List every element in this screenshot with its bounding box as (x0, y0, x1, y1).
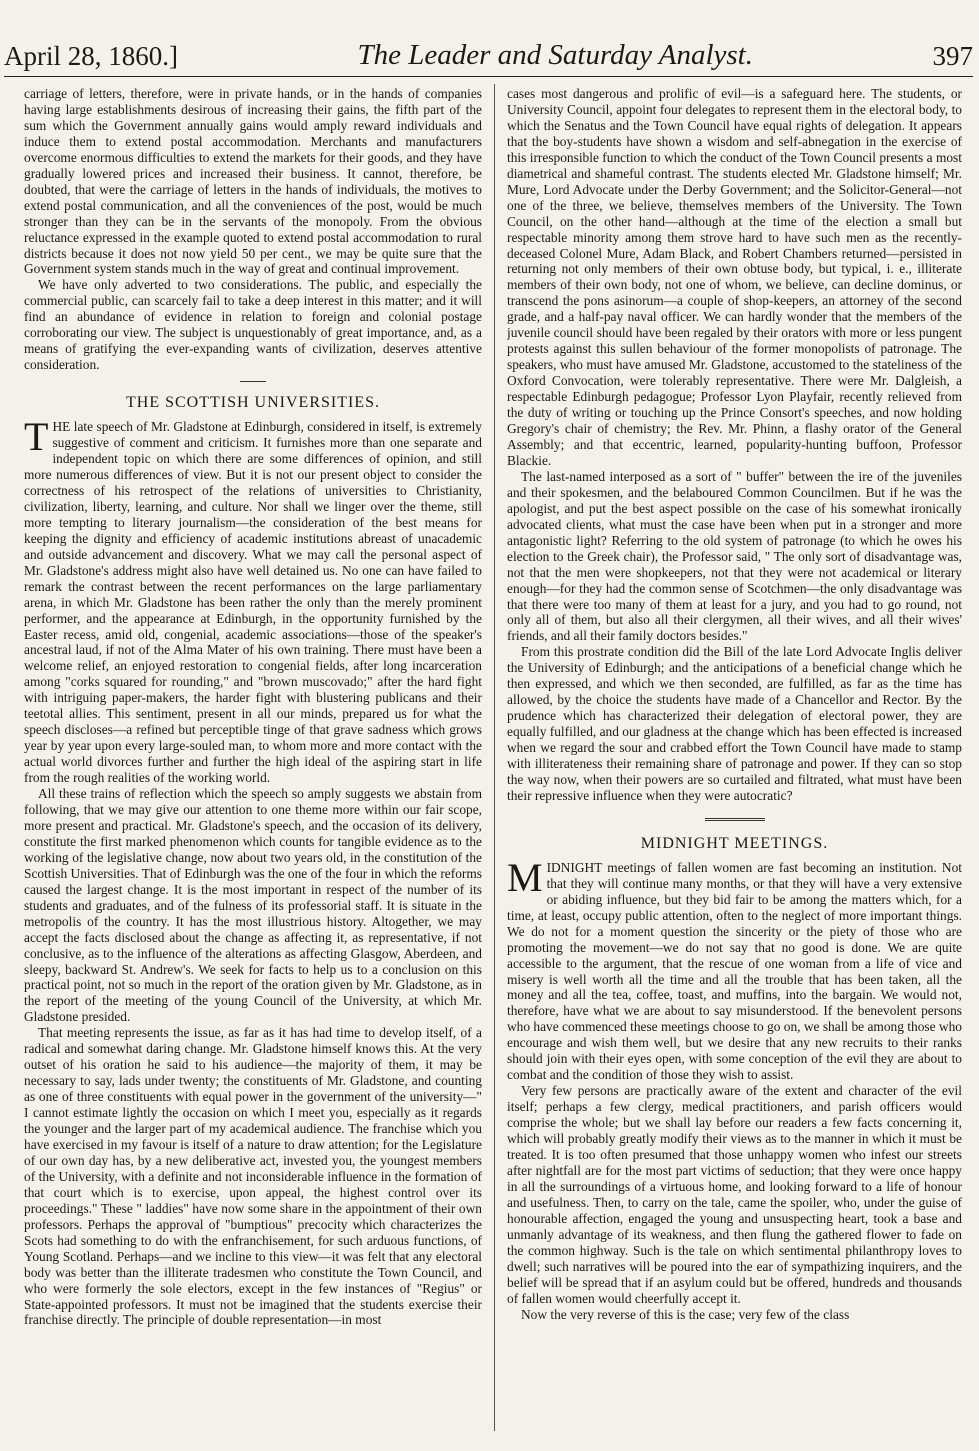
drop-cap: M (507, 854, 543, 900)
section-divider (705, 818, 765, 823)
section-divider (240, 381, 266, 382)
left-column (24, 86, 482, 1437)
drop-cap: T (24, 414, 49, 460)
page-header (4, 36, 973, 72)
article-paragraph: carriage of letters, therefore, were in private hands, or in the hands of companies having large establishments desirous of increasing their gains, the fifth part of the sum which the Government annually gains would amply reward individuals and induce them to extend postal accommodation. Merchants and manufacturers overcome enormous difficulties to extend the markets for their goods, and they have gradually lowered prices and increased their business. It cannot, therefore, be doubted, that were the carriage of letters in the hands of individuals, the motives to extend postal communication, and all the conveniences of the post, would be much stronger than they can be in the servants of the monopoly. From the obvious reluctance expressed in the example quoted to extend postal accommodation to rural districts because it does not now yield 50 per cent., we may be quite sure that the Government system stands much in the way of great and continual improvement. (24, 86, 482, 277)
header-rule (4, 76, 973, 77)
publication-title: The Leader and Saturday Analyst. (357, 39, 753, 71)
article-paragraph: That meeting represents the issue, as far as it has had time to develop itself, of a radical and somewhat daring change. Mr. Gladstone himself knows this. At the very outset of his oration he said to his audience—the majority of them, it may be necessary to say, lads under twenty; the constituents of Mr. Gladstone, and counting as one of three constituents with equal power in the government of the university—" I cannot estimate lightly the occasion on which I meet you, especially as it regards the younger and the larger part of my academical audience. The franchise which you have exercised in my favour is itself of a nature to draw attention; for the Legislature of our own day has, by a new deliberative act, invested you, the youngest members of the University, with a definite and not inconsiderable influence in the formation of that court which is to exercise, upon appeal, the highest control over its proceedings." These " laddies" have now some share in the appointment of their own professors. Perhaps the approval of "bumptious" precocity which characterizes the Scots had something to do with the enfranchisement, for such arduous functions, of Young Scotland. Perhaps—and we incline to this view—it was felt that any electoral body was better than the illiterate tradesmen who constitute the Town Council, and who were formerly the sole electors, except in the few instances of "Regius" or State-appointed professors. It must not be imagined that the students exercise their franchise directly. The principle of double representation—in most (24, 1025, 482, 1328)
page-number: 397 (932, 41, 973, 71)
article-paragraph: From this prostrate condition did the Bill of the late Lord Advocate Inglis deliver the University of Edinburgh; and the anticipations of a beneficial change which he then expressed, and which we then seconded, are fulfilled, as far as the time has allowed, by the choice the students have made of a Chancellor and Rector. By the prudence which has characterized their delegation of electoral power, they are equally fulfilled, and our gladness at the change which has been effected is increased when we regard the sour and crabbed effort the Town Council have made to stamp with illiterateness their remaining share of patronage and power. If they can so stop the way now, when their powers are so curtailed and filtrated, what must have been their repressive influence when they were autocratic? (507, 644, 962, 803)
section-heading: MIDNIGHT MEETINGS. (640, 834, 829, 852)
article-paragraph (24, 414, 482, 786)
article-paragraph: Very few persons are practically aware of the extent and character of the evil itself; perhaps a few clergy, medical practitioners, and parish officers would comprise the whole; but we shall lay before our readers a few facts concerning it, which will probably greatly modify their views as to the manner in which it must be treated. It is too often presumed that those unhappy women who infest our streets after nightfall are for the most part victims of seduction; that they were once happy in all the surroundings of a virtuous home, and looking forward to a life of honour and usefulness. Then, to carry on the tale, came the spoiler, who, under the guise of honourable affection, engaged the young and unsuspecting heart, took a base and unmanly advantage of its weakness, and then flung the gathered flower to fade on the common highway. Such is the tale on which sentimental philanthropy loves to dwell; such narratives will be poured into the ear of sympathizing inquirers, and the belief will be spread that if an asylum could but be offered, hundreds and thousands of fallen women would cheerfully accept it. (507, 1083, 962, 1306)
article-paragraph: We have only adverted to two considerations. The public, and especially the commercial public, can scarcely fail to take a deep interest in this matter; and it will find an abundance of evidence in relation to foreign and colonial postage corroborating our view. The subject is unquestionably of great importance, and, as a means of gratifying the ever-expanding wants of civilization, deserves attentive consideration. (24, 277, 482, 373)
column-divider (494, 84, 495, 1431)
paragraph-text: IDNIGHT meetings of fallen women are fast becoming an institution. Not that they will continue many months, or that they will have a very extensive or abiding influence, but they bid fair to be among the matters which, for a time, at least, occupy public attention, often to the neglect of more important things. We do not for a moment question the sincerity or the piety of those who are promoting the movement—we do not say that no good is done. We are quite accessible to the argument, that the rescue of one woman from a life of vice and misery is well worth all the time and all the trouble that has been taken, all the money and all the tea, coffee, toast, and muffins, into the bargain. We would not, therefore, have what we are about to say misunderstood. If the benevolent persons who have commenced these meetings choose to go on, we shall be among those who encourage and wish them well, but we desire that any new recruits to their ranks should join with their eyes open, with some conception of the evil they are about to combat and the condition of those they wish to assist. (507, 859, 962, 1083)
issue-date: April 28, 1860.] (4, 41, 178, 71)
article-paragraph: Now the very reverse of this is the case; very few of the class (521, 1306, 850, 1322)
paragraph-text: HE late speech of Mr. Gladstone at Edinburgh, considered in itself, is extremely suggestive of comment and criticism. It furnishes more than one separate and independent topic on which there are some differences of opinion, and still more numerous differences of view. But it is not our present object to consider the correctness of his retrospect of the relations of universities to Christianity, civilization, liberty, learning, and culture. Nor shall we linger over the theme, still more tempting to literary journalism—the consideration of the best means for keeping the dignity and efficiency of academic institutions abreast of unacademic and outside advancement and discovery. What we may call the personal aspect of Mr. Gladstone's address might also have well detained us. No one can have failed to remark the contrast between the recent performances on the large parliamentary arena, in which Mr. Gladstone has been rather the only than the merely prominent performer, and the appearance at Edinburgh, in the opportunity furnished by the Easter recess, amid old, congenial, academic associations—those of the speaker's ancestral laud, if not of the Alma Mater of his own training. There must have been a welcome relief, an enjoyed restoration to congenial fields, after long incarceration among "corks squared for rounding," and "brown muscovado;" after the hard fight with intriguing paper-makers, the harder fight with blustering publicans and their teetotal allies. This sentiment, present in all our minds, prepared us for what the speech discloses—a refined but perceptible tinge of that grave sadness which grows year by year upon every large-souled man, to whom more and more contact with the actual world divorces further and further the high ideal of the aspiring start in life from the rough realities of the working world. (24, 419, 482, 786)
article-paragraph: The last-named interposed as a sort of " buffer" between the ire of the juveniles and their spokesmen, and the belaboured Common Councilmen. But if he was the apologist, and put the best aspect possible on the case of his somewhat ironically advocated clients, what must the case have been when put in a stronger and more antagonistic light? Referring to the old system of patronage (to which he owes his election to the Greek chair), the Professor said, " The only sort of disadvantage was, not that the men were shopkeepers, not that they were not academical or literary enough—for they had the common sense of Scotchmen—the only disadvantage was that there were too many of them at least for a jury, and you had to go round, not only all of them, but also all their clergymen, all their wives, and all their wives' friends, and all their family doctors besides." (507, 468, 962, 644)
article-paragraph: cases most dangerous and prolific of evil—is a safeguard here. The students, or University Council, appoint four delegates to represent them in the electoral body, to which the Senatus and the Town Council have equal rights of delegation. It appears that the boy-students have shown a wisdom and self-abnegation in the exercise of this irresponsible function to which the conduct of the Town Council presents a most diametrical and shameful contrast. The students elected Mr. Gladstone himself; Mr. Mure, Lord Advocate under the Derby Government; and the Solicitor-General—not one of the three, we believe, themselves members of the University. The Town Council, on the other hand—although at the time of the election a small but respectable minority among them strove hard to have such men as the recently-deceased Colonel Mure, Adam Black, and Robert Chambers returned—persisted in returning not only members of their own obtuse body, but typical, i. e., illiterate members of their own body, not one of whom, we believe, can decline dominus, or transcend the pons asinorum—a couple of shop-keepers, an attorney of the second grade, and a half-pay naval officer. We can hardly wonder that the members of the juvenile council should have been regaled by their orators with more or less pungent protests against this sullen behaviour of the former monopolists of patronage. The speakers, who must have amused Mr. Gladstone, accustomed to the stateliness of the Oxford Convocation, were tolerably representative. There were Mr. Dalgleish, a respectable Edinburgh pedagogue; Professor Lyon Playfair, recently relieved from the duty of writing or touching up the Prince Consort's speeches, and now holding Gregory's chair of chemistry; the Rev. Mr. Phinn, a flashy orator of the General Assembly; and that eccentric, learned, popularity-hunting buffoon, Professor Blackie. (507, 86, 962, 468)
right-column (507, 86, 962, 1437)
article-paragraph (507, 854, 962, 1083)
section-heading: THE SCOTTISH UNIVERSITIES. (126, 394, 380, 412)
article-paragraph: All these trains of reflection which the speech so amply suggests we abstain from following, that we may give our attention to one theme more within our fair scope, more present and practical. Mr. Gladstone's speech, and the occasion of its delivery, constitute the first marked phenomenon which counts for tangible evidence as to the working of the legislative change, now about two years old, in the constitution of the Scottish Universities. That of Edinburgh was the one of the four in which the reforms caused the largest change. It is the most important in respect of the number of its students and graduates, and of the fulness of its professorial staff. It is situate in the metropolis of the country. It has the most illustrious history. Altogether, we may accept the facts disclosed about the change as affecting it, as representative, if not conclusive, as to the influence of the alterations as affecting Glasgow, Aberdeen, and sleepy, backward St. Andrew's. We seek for facts to help us to a conclusion on this practical point, not so much in the report of the oration given by Mr. Gladstone, as in the report of the meeting of the young Council of the University, at which Mr. Gladstone presided. (24, 786, 482, 1025)
